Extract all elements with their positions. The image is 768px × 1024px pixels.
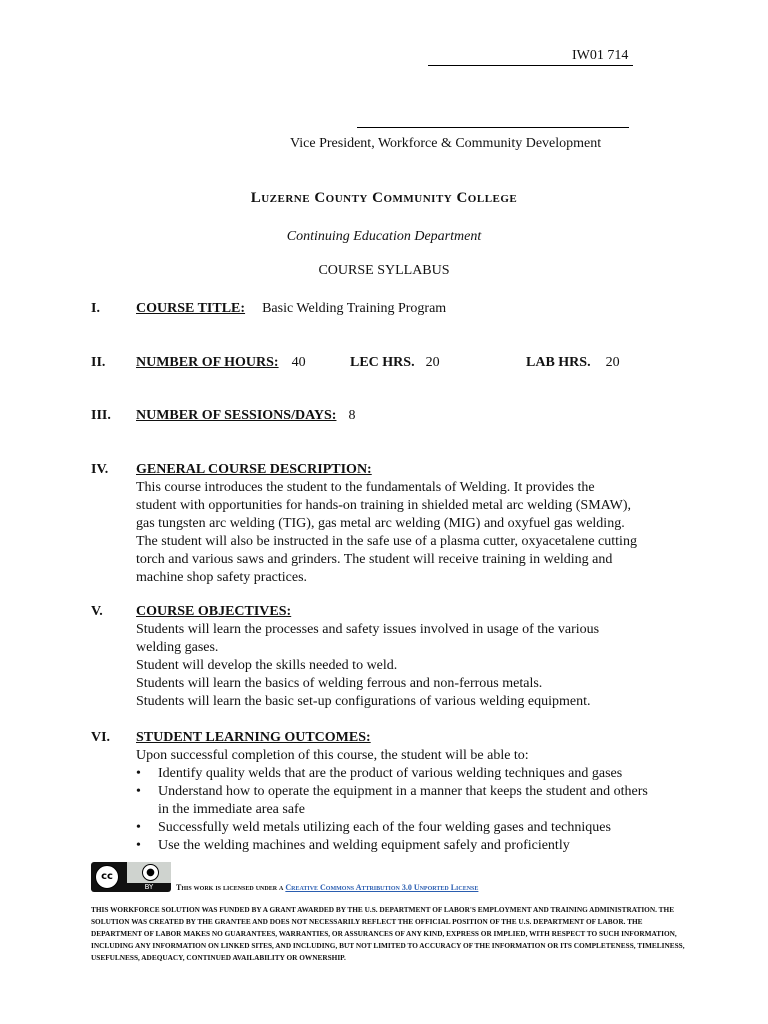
hours-value: 40 (291, 355, 306, 370)
description-line: This course introduces the student to the fundamentals of Welding. It provides the (136, 480, 595, 495)
objective-line: Students will learn the basics of welding ferrous and non-ferrous metals. (136, 676, 543, 691)
lab-hours (526, 354, 620, 372)
list-item: • Successfully weld metals utilizing each of the four welding gases and techniques (136, 819, 656, 837)
outcomes-list (136, 765, 656, 855)
department-name: Continuing Education Department (286, 229, 482, 244)
description-line: torch and various saws and grinders. The student will receive training in welding and (136, 552, 613, 567)
course-title-value: Basic Welding Training Program (262, 301, 447, 316)
signature-line-2 (357, 127, 629, 128)
license-statement (176, 883, 478, 892)
description-line: student with opportunities for hands-on training in shielded metal arc welding (SMAW), (136, 498, 632, 513)
signature-line-1 (428, 65, 633, 66)
lec-hours-label: LEC HRS. (350, 355, 415, 370)
section-number: III. (91, 408, 111, 423)
objectives-heading: COURSE OBJECTIVES: (136, 604, 292, 619)
license-prefix: This work is licensed under a (176, 883, 284, 892)
section-number: IV. (91, 462, 109, 477)
section-number: VI. (91, 730, 111, 745)
license-link[interactable]: Creative Commons Attribution 3.0 Unported License (285, 883, 479, 892)
objectives-section (136, 603, 696, 711)
list-item: • Identify quality welds that are the product of various welding techniques and gases (136, 765, 656, 783)
outcomes-intro: Upon successful completion of this course, the student will be able to: (136, 748, 529, 763)
by-label: BY (144, 883, 154, 891)
lab-hours-value: 20 (605, 355, 620, 370)
section-number: II. (91, 355, 106, 370)
description-line: The student will also be instructed in the safe use of a plasma cutter, oxyacetalene cutting (136, 534, 637, 549)
objective-line: Students will learn the basic set-up configurations of various welding equipment. (136, 694, 591, 709)
course-title-row (136, 300, 446, 318)
cc-by-badge[interactable] (91, 862, 171, 892)
college-name-text: Luzerne County Community College (250, 190, 518, 206)
objective-line: Student will develop the skills needed to weld. (136, 658, 398, 673)
hours-label: NUMBER OF HOURS: (136, 355, 279, 370)
lec-hours-value: 20 (425, 355, 440, 370)
sessions-row (136, 407, 355, 425)
outcomes-section (136, 729, 656, 855)
college-name (0, 190, 768, 207)
lec-hours (350, 354, 440, 372)
section-number: I. (91, 301, 100, 316)
sessions-label: NUMBER OF SESSIONS/DAYS: (136, 408, 337, 423)
objective-line: welding gases. (136, 640, 219, 655)
description-line: machine shop safety practices. (136, 570, 308, 585)
outcomes-heading: STUDENT LEARNING OUTCOMES: (136, 730, 371, 745)
course-title-label: COURSE TITLE: (136, 301, 246, 316)
list-item: • Use the welding machines and welding equipment safely and proficiently (136, 837, 656, 855)
hours-row (136, 354, 306, 372)
document-id: IW01 714 (572, 48, 629, 63)
signer-title: Vice President, Workforce & Community Development (290, 136, 602, 151)
description-heading: GENERAL COURSE DESCRIPTION: (136, 462, 372, 477)
lab-hours-label: LAB HRS. (526, 355, 591, 370)
description-line: gas tungsten arc welding (TIG), gas metal arc welding (MIG) and oxyfuel gas welding. (136, 516, 625, 531)
syllabus-heading: COURSE SYLLABUS (318, 263, 450, 278)
disclaimer-text: THIS WORKFORCE SOLUTION WAS FUNDED BY A GRANT AWARDED BY THE U.S. DEPARTMENT OF LABOR'S EMPLOYMENT AND TRAINING ADMINISTRATION. THE SOLUTION WAS CREATED BY THE GRANTEE AND DOES NOT NECESSARILY REFLECT THE OFFICIAL POSITION OF THE U.S. DEPARTMENT OF LABOR. THE DEPARTMENT OF LABOR MAKES NO GUARANTEES, WARRANTIES, OR ASSURANCES OF ANY KIND, EXPRESS OR IMPLIED, WITH RESPECT TO SUCH INFORMATION, INCLUDING ANY INFORMATION ON LINKED SITES, AND INCLUDING, BUT NOT LIMITED TO ACCURACY OF THE INFORMATION OR ITS COMPLETENESS, TIMELINESS, USEFULNESS, ADEQUACY, CONTINUED AVAILABILITY OR OWNERSHIP. (91, 905, 685, 962)
description-section (136, 461, 696, 587)
list-item: • Understand how to operate the equipment in a manner that keeps the student and others in the immediate area safe (136, 783, 656, 819)
objective-line: Students will learn the processes and safety issues involved in usage of the various (136, 622, 600, 637)
sessions-value: 8 (348, 408, 356, 423)
section-number: V. (91, 604, 103, 619)
cc-icon: cc (95, 865, 119, 889)
person-icon: ● (142, 864, 159, 881)
